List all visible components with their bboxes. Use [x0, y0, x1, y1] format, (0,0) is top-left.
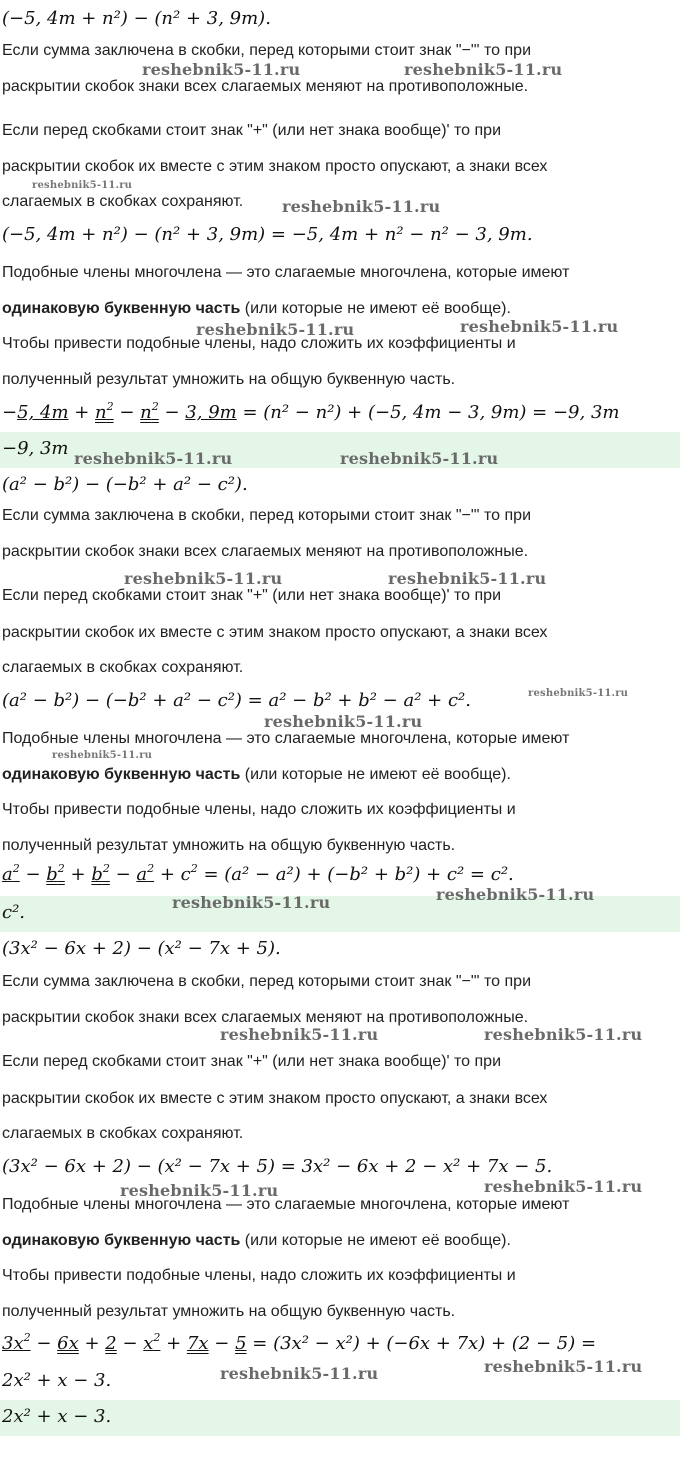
like-terms-bold: одинаковую буквенную часть — [2, 300, 241, 317]
watermark: reshebnik5-11.ru — [340, 449, 499, 468]
plus-rule-line-1: Если перед скобками стоит знак "+" (или нет знака вообще)' то при — [2, 587, 502, 604]
problem-3-grouped: $3x^2 - 6x + 2 - x^2 + 7x - 5 = (3x^2 - x^2) + (-6x + 7x) + (2 - 5)$ = — [2, 1331, 597, 1354]
watermark: reshebnik5-11.ru — [52, 750, 153, 761]
like-terms-line-1: Подобные члены многочлена — это слагаемые многочлена, которые имеют — [2, 730, 570, 747]
minus-rule-line-2: раскрытии скобок знаки всех слагаемых меняют на противоположные. — [2, 78, 529, 95]
problem-2-answer: c². — [2, 902, 26, 923]
watermark: reshebnik5-11.ru — [264, 712, 423, 731]
watermark: reshebnik5-11.ru — [484, 1177, 643, 1196]
minus-rule-line-2: раскрытии скобок знаки всех слагаемых меняют на противоположные. — [2, 1009, 529, 1026]
problem-3-expanded: (3x² − 6x + 2) − (x² − 7x + 5) = 3x² − 6x + 2 − x² + 7x − 5. — [2, 1156, 553, 1177]
watermark: reshebnik5-11.ru — [74, 449, 233, 468]
problem-2-expression: (a² − b²) − (−b² + a² − c²). — [2, 474, 248, 495]
watermark: reshebnik5-11.ru — [120, 1181, 279, 1200]
problem-1-expanded: (−5, 4m + n²) − (n² + 3, 9m) = −5, 4m + n² − n² − 3, 9m. — [2, 224, 533, 245]
watermark: reshebnik5-11.ru — [528, 688, 629, 699]
watermark: reshebnik5-11.ru — [142, 60, 301, 79]
like-terms-rest: (или которые не имеют её вообще). — [240, 766, 511, 783]
problem-2-grouped-rest: = (a² − a²) + (−b² + b²) + c² = c². — [203, 864, 514, 885]
watermark: reshebnik5-11.ru — [220, 1364, 379, 1383]
like-terms-bold: одинаковую буквенную часть — [2, 766, 241, 783]
like-terms-line-1: Подобные члены многочлена — это слагаемые многочлена, которые имеют — [2, 1196, 570, 1213]
watermark: reshebnik5-11.ru — [484, 1025, 643, 1044]
reduce-line-1: Чтобы привести подобные члены, надо сложить их коэффициенты и — [2, 335, 516, 352]
minus-rule-line-1: Если сумма заключена в скобки, перед которыми стоит знак "−"' то при — [2, 973, 532, 990]
reduce-line-2: полученный результат умножить на общую буквенную часть. — [2, 837, 456, 854]
problem-3-grouped-result: 2x² + x − 3. — [2, 1370, 112, 1391]
reduce-line-1: Чтобы привести подобные члены, надо сложить их коэффициенты и — [2, 1267, 516, 1284]
watermark: reshebnik5-11.ru — [220, 1025, 379, 1044]
plus-rule-line-3: слагаемых в скобках сохраняют. — [2, 659, 244, 676]
reduce-line-2: полученный результат умножить на общую буквенную часть. — [2, 1303, 456, 1320]
watermark: reshebnik5-11.ru — [196, 320, 355, 339]
problem-1-answer: −9, 3m — [2, 438, 69, 459]
like-terms-line-2 — [2, 766, 511, 784]
like-terms-line-2 — [2, 300, 511, 318]
problem-3-grouped-rest: = (3x² − x²) + (−6x + 7x) + (2 − 5) = — [252, 1333, 597, 1354]
reduce-line-1: Чтобы привести подобные члены, надо сложить их коэффициенты и — [2, 801, 516, 818]
minus-rule-line-1: Если сумма заключена в скобки, перед которыми стоит знак "−"' то при — [2, 42, 532, 59]
minus-rule-line-2: раскрытии скобок знаки всех слагаемых меняют на противоположные. — [2, 543, 529, 560]
problem-3-answer-box — [0, 1400, 680, 1436]
plus-rule-line-3: слагаемых в скобках сохраняют. — [2, 1125, 244, 1142]
watermark: reshebnik5-11.ru — [282, 197, 441, 216]
watermark: reshebnik5-11.ru — [484, 1357, 643, 1376]
like-terms-bold: одинаковую буквенную часть — [2, 1232, 241, 1249]
plus-rule-line-1: Если перед скобками стоит знак "+" (или нет знака вообще)' то при — [2, 122, 502, 139]
watermark: reshebnik5-11.ru — [436, 885, 595, 904]
problem-3-answer: 2x² + x − 3. — [2, 1406, 112, 1427]
plus-rule-line-3: слагаемых в скобках сохраняют. — [2, 193, 244, 210]
problem-2-expanded: (a² − b²) − (−b² + a² − c²) = a² − b² + b² − a² + c². — [2, 690, 471, 711]
plus-rule-line-2: раскрытии скобок их вместе с этим знаком просто опускают, а знаки всех — [2, 1090, 548, 1107]
reduce-line-2: полученный результат умножить на общую буквенную часть. — [2, 371, 456, 388]
problem-1-expression: (−5, 4m + n²) − (n² + 3, 9m). — [2, 8, 271, 29]
watermark: reshebnik5-11.ru — [172, 893, 331, 912]
problem-2-grouped: $a^2 - b^2 + b^2 - a^2 + c^2 = (a^2 - a^2) + (-b^2 + b^2) + c^2 = c^2$. — [2, 862, 514, 885]
watermark: reshebnik5-11.ru — [32, 180, 133, 191]
plus-rule-line-2: раскрытии скобок их вместе с этим знаком просто опускают, а знаки всех — [2, 158, 548, 175]
like-terms-rest: (или которые не имеют её вообще). — [240, 300, 511, 317]
problem-3-expression: (3x² − 6x + 2) − (x² − 7x + 5). — [2, 938, 281, 959]
problem-1-grouped-rest: = (n² − n²) + (−5, 4m − 3, 9m) = −9, 3m — [242, 402, 620, 423]
watermark: reshebnik5-11.ru — [388, 569, 547, 588]
watermark: reshebnik5-11.ru — [460, 317, 619, 336]
minus-rule-line-1: Если сумма заключена в скобки, перед которыми стоит знак "−"' то при — [2, 507, 532, 524]
like-terms-line-2 — [2, 1232, 511, 1250]
watermark: reshebnik5-11.ru — [404, 60, 563, 79]
like-terms-rest: (или которые не имеют её вообще). — [240, 1232, 511, 1249]
like-terms-line-1: Подобные члены многочлена — это слагаемые многочлена, которые имеют — [2, 264, 570, 281]
plus-rule-line-1: Если перед скобками стоит знак "+" (или нет знака вообще)' то при — [2, 1053, 502, 1070]
problem-1-grouped: −5, $4m + n^2 - n^2 - 3$, 9m = (n² − n²) + (−5, 4m − 3, 9m) = −9, 3m — [2, 400, 620, 423]
watermark: reshebnik5-11.ru — [124, 569, 283, 588]
plus-rule-line-2: раскрытии скобок их вместе с этим знаком просто опускают, а знаки всех — [2, 624, 548, 641]
